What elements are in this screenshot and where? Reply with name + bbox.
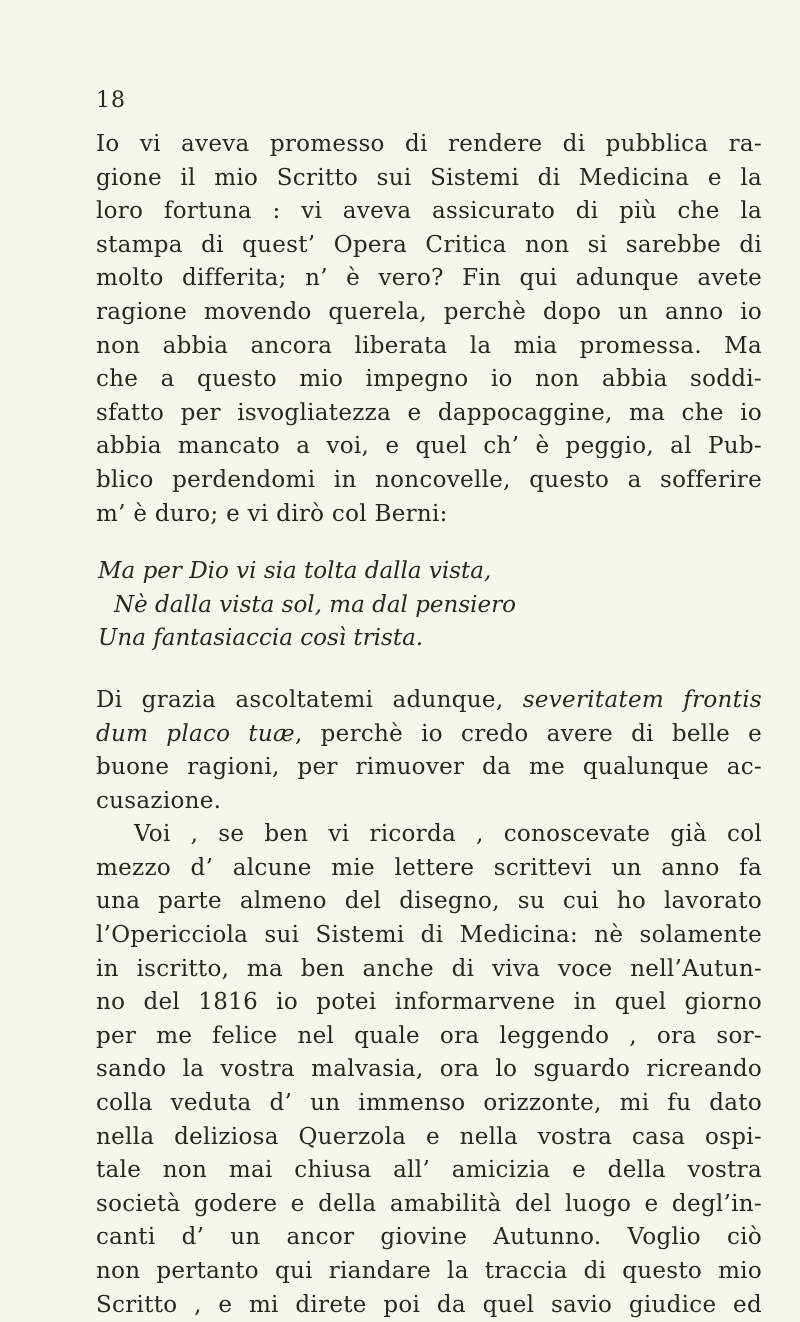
- text-line: nella deliziosa Querzola e nella vostra casa ospi-: [96, 1123, 762, 1150]
- text-line: l’Opericciola sui Sistemi di Medicina: nè solamente: [96, 922, 762, 949]
- text-line: che a questo mio impegno io non abbia soddi-: [96, 366, 762, 393]
- text-body: [96, 128, 762, 1322]
- text-line: non pertanto qui riandare la traccia di questo mio: [96, 1258, 762, 1284]
- text-line: in iscritto, ma ben anche di viva voce nell’Autun-: [96, 955, 762, 982]
- text-line: blico perdendomi in noncovelle, questo a sofferire: [96, 466, 762, 493]
- text-line: [96, 718, 762, 752]
- text-line: buone ragioni, per rimuover da me qualunque ac-: [96, 754, 762, 781]
- verse-line: Nè dalla vista sol, ma dal pensiero: [114, 591, 516, 618]
- text-line: sfatto per isvogliatezza e dappocaggine, ma che io: [96, 399, 762, 426]
- text-line: società godere e della amabilità del luogo e degl’in-: [96, 1190, 762, 1217]
- text-line: Voi , se ben vi ricorda , conoscevate già col: [134, 821, 762, 848]
- text-line: [96, 684, 762, 718]
- page-number: 18: [96, 88, 126, 113]
- text-line: ragione movendo querela, perchè dopo un anno io: [96, 298, 762, 325]
- paragraph-3: [96, 818, 762, 1322]
- text-line: colla veduta d’ un immenso orizzonte, mi fu dato: [96, 1090, 762, 1117]
- text-span: , perchè io credo avere di belle e: [294, 720, 762, 747]
- text-line: loro fortuna : vi aveva assicurato di più che la: [96, 198, 762, 225]
- text-line: abbia mancato a voi, e quel ch’ è peggio, al Pub-: [96, 433, 762, 460]
- text-line: m’ è duro; e vi dirò col Berni:: [96, 500, 448, 527]
- text-line: stampa di quest’ Opera Critica non si sarebbe di: [96, 231, 762, 258]
- text-line: Scritto , e mi direte poi da quel savio giudice ed: [96, 1291, 762, 1318]
- text-line: canti d’ un ancor giovine Autunno. Voglio ciò: [96, 1224, 762, 1251]
- latin-phrase: dum placo tuæ: [96, 720, 295, 747]
- text-line: Io vi aveva promesso di rendere di pubblica ra-: [96, 131, 762, 157]
- text-line: non abbia ancora liberata la mia promessa. Ma: [96, 332, 762, 359]
- verse-quote: [96, 555, 762, 656]
- paragraph-1: [96, 128, 762, 531]
- text-line: sando la vostra malvasia, ora lo sguardo ricreando: [96, 1056, 762, 1083]
- text-line: per me felice nel quale ora leggendo , ora sor-: [96, 1022, 762, 1049]
- verse-line: Una fantasiaccia così trista.: [98, 625, 424, 652]
- text-line: mezzo d’ alcune mie lettere scrittevi un anno fa: [96, 854, 762, 881]
- text-line: no del 1816 io potei informarvene in quel giorno: [96, 989, 762, 1016]
- text-line: tale non mai chiusa all’ amicizia e della vostra: [96, 1157, 762, 1184]
- text-line: molto differita; n’ è vero? Fin qui adunque avete: [96, 265, 762, 292]
- latin-phrase: severitatem frontis: [522, 686, 762, 713]
- paragraph-2: [96, 684, 762, 818]
- text-line: gione il mio Scritto sui Sistemi di Medicina e la: [96, 164, 762, 191]
- verse-line: Ma per Dio vi sia tolta dalla vista,: [98, 558, 492, 585]
- text-span: Di grazia ascoltatemi adunque,: [96, 686, 504, 713]
- text-line: cusazione.: [96, 787, 222, 814]
- text-line: una parte almeno del disegno, su cui ho lavorato: [96, 888, 762, 915]
